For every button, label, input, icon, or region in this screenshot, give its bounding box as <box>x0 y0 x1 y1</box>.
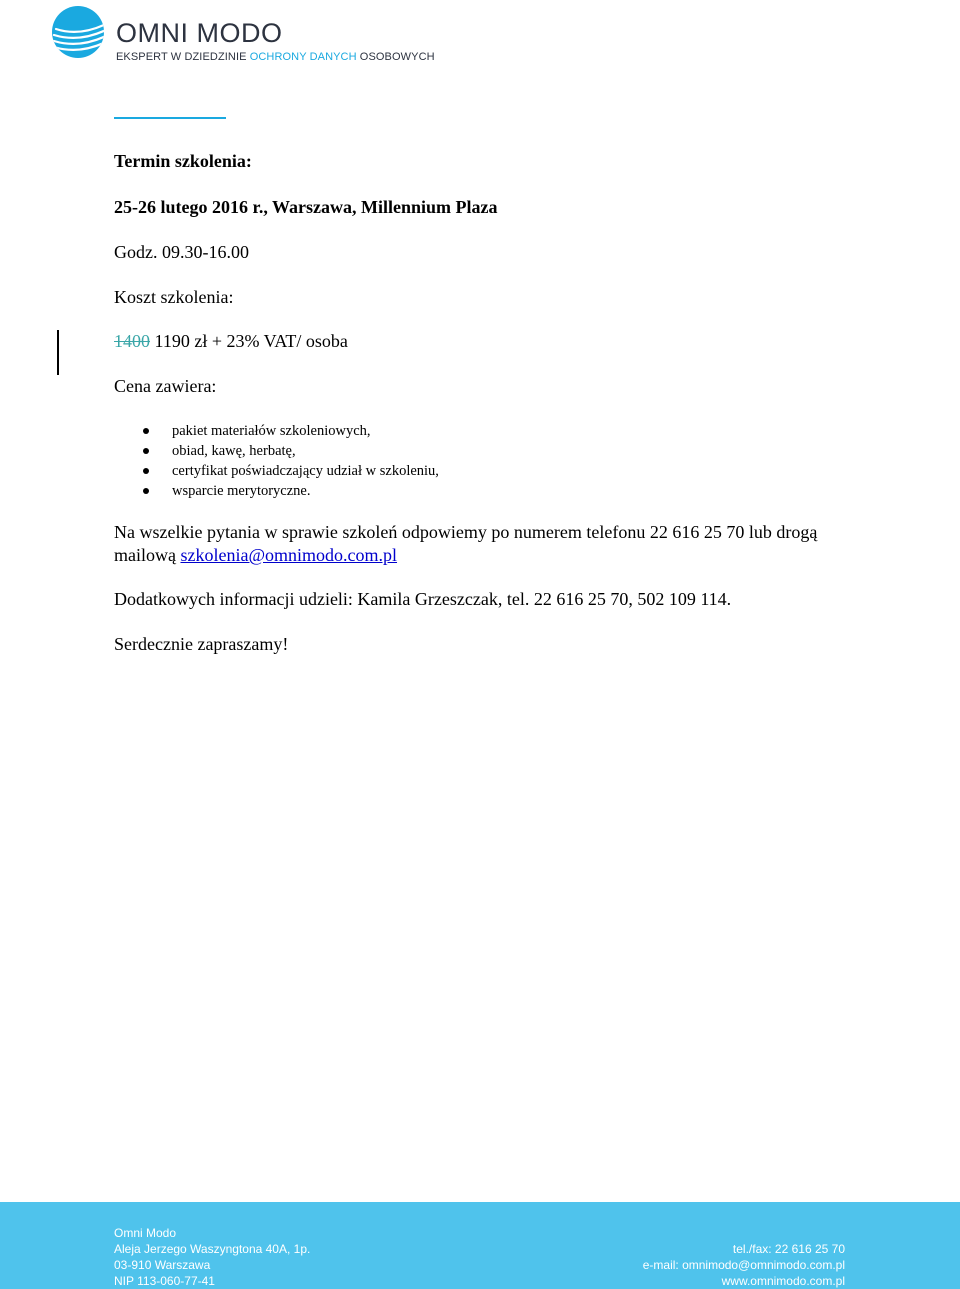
footer-city: 03-910 Warszawa <box>114 1258 211 1272</box>
cost-label: Koszt szkolenia: <box>114 287 234 307</box>
includes-label: Cena zawiera: <box>114 376 217 396</box>
questions-paragraph <box>114 521 854 567</box>
wave-globe-icon <box>50 4 106 60</box>
questions-text: Na wszelkie pytania w sprawie szkoleń odpowiemy po numerem telefonu 22 616 25 70 lub drogą mailową <box>114 522 818 565</box>
term-date: 25-26 lutego 2016 r., Warszawa, Millennium Plaza <box>114 197 498 217</box>
hours: Godz. 09.30-16.00 <box>114 242 249 262</box>
term-label: Termin szkolenia: <box>114 151 252 171</box>
footer-phone: tel./fax: 22 616 25 70 <box>732 1242 845 1256</box>
brand-name: OMNI MODO <box>116 18 283 48</box>
company-logo <box>50 4 435 68</box>
footer-nip: NIP 113-060-77-41 <box>114 1274 215 1288</box>
email-link[interactable]: szkolenia@omnimodo.com.pl <box>180 545 398 565</box>
margin-change-bar <box>57 330 59 375</box>
brand-tagline <box>116 51 435 63</box>
list-item: pakiet materiałów szkoleniowych, <box>114 421 439 441</box>
footer-website[interactable]: www.omnimodo.com.pl <box>721 1274 845 1288</box>
accent-rule <box>114 117 226 119</box>
price: 1190 zł + 23% VAT/ osoba <box>150 331 348 351</box>
list-item: wsparcie merytoryczne. <box>114 481 439 501</box>
closing: Serdecznie zapraszamy! <box>114 634 289 654</box>
list-item: obiad, kawę, herbatę, <box>114 441 439 461</box>
price-line <box>114 331 348 352</box>
footer <box>0 1202 960 1289</box>
includes-list <box>114 421 439 501</box>
tagline-accent: OCHRONY DANYCH <box>249 51 357 63</box>
list-item: certyfikat poświadczający udział w szkoleniu, <box>114 461 439 481</box>
old-price: 1400 <box>114 331 150 351</box>
footer-email[interactable]: e-mail: omnimodo@omnimodo.com.pl <box>642 1258 845 1272</box>
tagline-suffix: OSOBOWYCH <box>356 51 435 63</box>
footer-address: Aleja Jerzego Waszyngtona 40A, 1p. <box>114 1242 311 1256</box>
footer-company: Omni Modo <box>114 1226 177 1240</box>
tagline-prefix: EKSPERT W DZIEDZINIE <box>116 51 250 63</box>
contact-info: Dodatkowych informacji udzieli: Kamila Grzeszczak, tel. 22 616 25 70, 502 109 114. <box>114 589 732 609</box>
